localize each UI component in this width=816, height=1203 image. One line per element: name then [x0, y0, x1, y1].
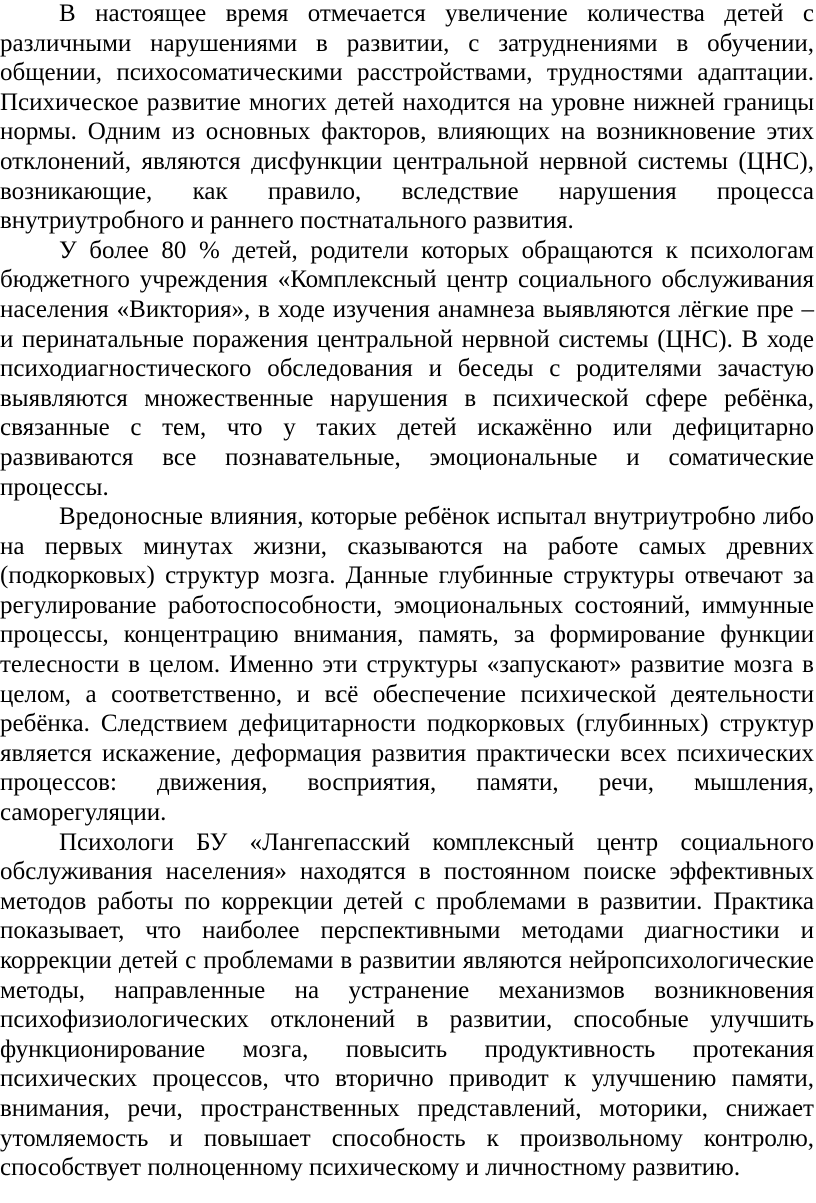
paragraph-2: У более 80 % детей, родители которых обращаются к психологам бюджетного учреждения «Комплексный центр социального обслуживания населения «Виктория», в ходе изучения анамнеза выявляются лёгкие пре – и перинатальные поражения центральной нервной системы (ЦНС). В ходе психодиагностического обследования и беседы с родителями зачастую выявляются множественные нарушения в психической сфере ребёнка, связанные с тем, что у таких детей искажённо или дефицитарно развиваются все познавательные, эмоциональные и соматические процессы.	[0, 236, 814, 501]
paragraph-3: Вредоносные влияния, которые ребёнок испытал внутриутробно либо на первых минутах жизни, сказываются на работе самых древних (подкорковых) структур мозга. Данные глубинные структуры отвечают за регулирование работоспособности, эмоциональных состояний, иммунные процессы, концентрацию внимания, память, за формирование функции телесности в целом. Именно эти структуры «запускают» развитие мозга в целом, а соответственно, и всё обеспечение психической деятельности ребёнка. Следствием дефицитарности подкорковых (глубинных) структур является искажение, деформация развития практически всех психических процессов: движения, восприятия, памяти, речи, мышления, саморегуляции.	[0, 503, 814, 827]
paragraph-4: Психологи БУ «Лангепасский комплексный центр социального обслуживания населения» находятся в постоянном поиске эффективных методов работы по коррекции детей с проблемами в развитии. Практика показывает, что наиболее перспективными методами диагностики и коррекции детей с проблемами в развитии являются нейропсихологические методы, направленные на устранение механизмов возникновения психофизиологических отклонений в развитии, способные улучшить функционирование мозга, повысить продуктивность протекания психических процессов, что вторично приводит к улучшению памяти, внимания, речи, пространственных представлений, моторики, снижает утомляемость и повышает способность к произвольному контролю, способствует полноценному психическому и личностному развитию.	[0, 828, 814, 1182]
paragraph-1: В настоящее время отмечается увеличение количества детей с различными нарушениями в развитии, с затруднениями в обучении, общении, психосоматическими расстройствами, трудностями адаптации. Психическое развитие многих детей находится на уровне нижней границы нормы. Одним из основных факторов, влияющих на возникновение этих отклонений, являются дисфункции центральной нервной системы (ЦНС), возникающие, как правило, вследствие нарушения процесса внутриутробного и раннего постнатального развития.	[0, 0, 814, 235]
